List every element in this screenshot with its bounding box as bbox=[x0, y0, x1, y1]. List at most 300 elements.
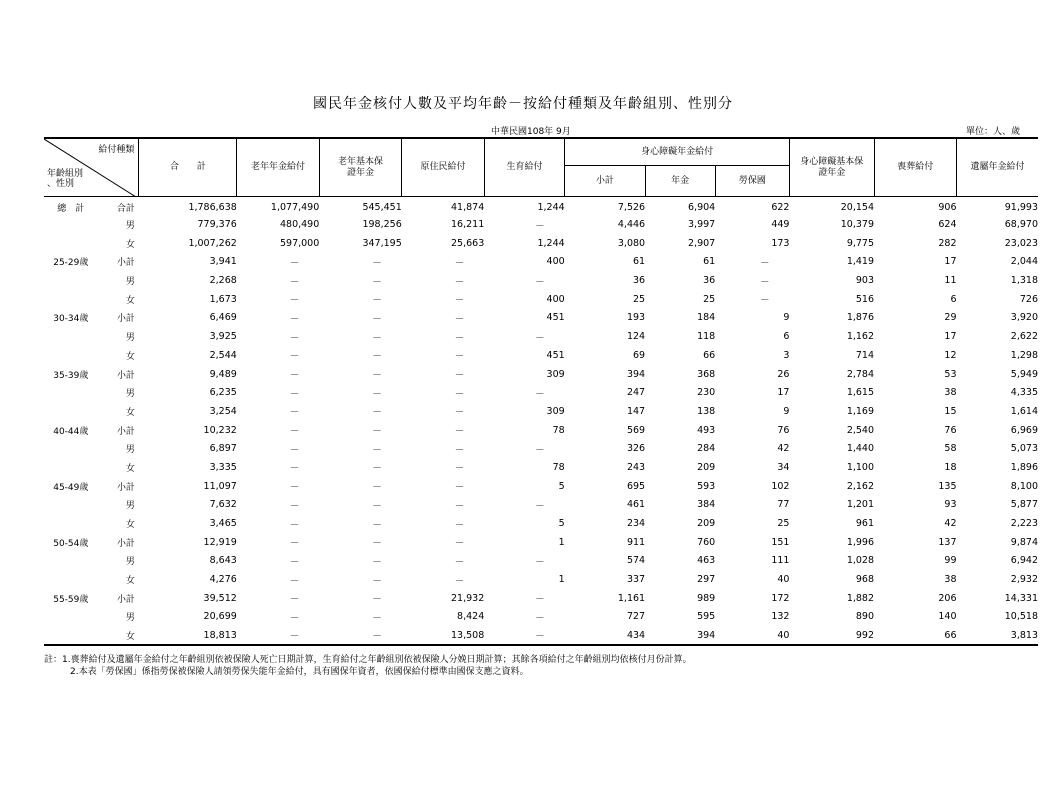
value-cell: － bbox=[454, 351, 465, 363]
value-cell: 118 bbox=[697, 331, 716, 343]
age-group-cell bbox=[44, 626, 98, 645]
value-cell: 1,169 bbox=[846, 405, 875, 417]
value-cell: 297 bbox=[697, 574, 716, 586]
value-cell: 25,663 bbox=[451, 237, 485, 249]
value-cell: － bbox=[372, 500, 382, 512]
value-cell: － bbox=[454, 575, 465, 587]
value-cell: － bbox=[454, 519, 465, 531]
value-cell: 78 bbox=[552, 461, 565, 473]
value-cell: 140 bbox=[938, 611, 957, 623]
value-cell: 3,813 bbox=[957, 626, 1039, 645]
value-cell: 53 bbox=[944, 368, 957, 380]
value-cell: 21,932 bbox=[451, 592, 485, 604]
value-cell: 66 bbox=[874, 626, 956, 645]
table-row bbox=[44, 589, 1038, 608]
value-cell: 400 bbox=[546, 256, 565, 268]
sex-cell: 男 bbox=[125, 557, 135, 568]
value-cell: － bbox=[454, 276, 465, 288]
value-cell: 1,244 bbox=[537, 202, 565, 214]
value-cell: 384 bbox=[697, 499, 716, 511]
value-cell: 1,244 bbox=[537, 237, 565, 249]
value-cell: － bbox=[454, 257, 465, 269]
value-cell: 2,540 bbox=[846, 424, 875, 436]
table-row bbox=[44, 383, 1038, 402]
value-cell: 347,195 bbox=[362, 237, 402, 249]
value-cell: 2,268 bbox=[209, 275, 237, 287]
age-group-cell: 35-39歲 bbox=[53, 370, 89, 381]
value-cell: 99 bbox=[944, 555, 957, 567]
value-cell: 209 bbox=[697, 461, 716, 473]
value-cell: 111 bbox=[771, 555, 790, 567]
value-cell: 6,469 bbox=[209, 312, 237, 324]
value-cell: 93 bbox=[944, 499, 957, 511]
value-cell: － bbox=[289, 612, 300, 624]
value-cell: 1,673 bbox=[209, 293, 237, 305]
unit-label: 單位：人、歲 bbox=[966, 127, 1021, 137]
value-cell: 5 bbox=[558, 480, 565, 492]
value-cell: 569 bbox=[626, 424, 646, 436]
value-cell: 9,874 bbox=[1010, 536, 1038, 548]
sex-cell: 女 bbox=[98, 626, 139, 645]
value-cell: 25 bbox=[703, 293, 716, 305]
header-disability-subtotal: 小計 bbox=[565, 166, 645, 197]
value-cell: 779,376 bbox=[197, 219, 237, 231]
value-cell: 243 bbox=[626, 461, 646, 473]
value-cell: 209 bbox=[697, 518, 716, 530]
value-cell: 695 bbox=[626, 480, 646, 492]
sex-cell: 男 bbox=[125, 389, 135, 400]
value-cell: － bbox=[454, 444, 465, 456]
sex-cell: 男 bbox=[125, 277, 135, 288]
value-cell: － bbox=[289, 575, 300, 587]
value-cell: 1,996 bbox=[846, 536, 875, 548]
value-cell: － bbox=[372, 351, 382, 363]
sex-cell: 男 bbox=[125, 221, 135, 232]
value-cell: － bbox=[289, 313, 300, 325]
table-body bbox=[44, 197, 1038, 646]
value-cell: 2,223 bbox=[1010, 518, 1038, 530]
value-cell: 247 bbox=[626, 387, 646, 399]
age-group-cell bbox=[44, 215, 98, 234]
value-cell: － bbox=[372, 332, 382, 344]
value-cell: 449 bbox=[771, 219, 790, 231]
value-cell: 38 bbox=[944, 387, 957, 399]
value-cell: 3,254 bbox=[209, 405, 237, 417]
value-cell: 2,784 bbox=[846, 368, 875, 380]
sex-cell: 小計 bbox=[116, 482, 135, 493]
footnote-2: 2.本表「勞保國」係指勞保被保險人請領勞保失能年金給付，具有國保年資者，依國保給付標準由國保支應之資料。 bbox=[70, 667, 529, 677]
value-cell: － bbox=[289, 463, 300, 475]
value-cell: 1 bbox=[558, 574, 565, 586]
age-group-cell bbox=[44, 383, 98, 402]
value-cell: 40 bbox=[715, 626, 789, 645]
value-cell: 5,877 bbox=[1010, 499, 1038, 511]
value-cell: － bbox=[372, 612, 382, 624]
value-cell: － bbox=[454, 313, 465, 325]
value-cell: 309 bbox=[546, 405, 565, 417]
table-row bbox=[44, 402, 1038, 421]
value-cell: 545,451 bbox=[362, 202, 402, 214]
age-group-cell: 45-49歲 bbox=[53, 482, 89, 493]
sex-cell: 男 bbox=[125, 613, 135, 624]
value-cell: 11,097 bbox=[203, 480, 237, 492]
value-cell: － bbox=[289, 388, 300, 400]
value-cell: 516 bbox=[855, 293, 875, 305]
value-cell: 61 bbox=[633, 256, 646, 268]
value-cell: 1,077,490 bbox=[270, 202, 320, 214]
value-cell: － bbox=[289, 594, 300, 606]
value-cell: － bbox=[454, 370, 465, 382]
value-cell: － bbox=[535, 556, 545, 568]
value-cell: － bbox=[289, 295, 300, 307]
table-row bbox=[44, 327, 1038, 346]
header-disability-basic: 身心障礙基本保證年金 bbox=[789, 138, 874, 197]
value-cell: 198,256 bbox=[362, 219, 402, 231]
corner-age-sex-label bbox=[47, 169, 83, 189]
value-cell: 1,162 bbox=[846, 331, 875, 343]
value-cell: 282 bbox=[938, 237, 957, 249]
value-cell: 1,615 bbox=[846, 387, 875, 399]
value-cell: 7,632 bbox=[209, 499, 237, 511]
value-cell: 727 bbox=[626, 611, 646, 623]
value-cell: 10,518 bbox=[1004, 611, 1038, 623]
value-cell: － bbox=[454, 332, 465, 344]
value-cell: 138 bbox=[697, 405, 716, 417]
value-cell: 6,942 bbox=[1010, 555, 1038, 567]
value-cell: 20,699 bbox=[203, 611, 237, 623]
header-old-age: 老年年金給付 bbox=[237, 138, 319, 197]
sex-cell: 女 bbox=[125, 295, 135, 306]
value-cell: 480,490 bbox=[279, 219, 320, 231]
value-cell: 5,073 bbox=[1010, 443, 1038, 455]
value-cell: 1,161 bbox=[617, 592, 646, 604]
value-cell: 337 bbox=[626, 574, 646, 586]
value-cell: 66 bbox=[703, 349, 716, 361]
header-survivor: 遺屬年金給付 bbox=[957, 138, 1039, 197]
table-row bbox=[44, 309, 1038, 328]
value-cell: 13,508 bbox=[402, 626, 484, 645]
age-group-cell bbox=[44, 496, 98, 515]
value-cell: 4,446 bbox=[617, 219, 646, 231]
value-cell: 12,919 bbox=[203, 536, 237, 548]
value-cell: 1,419 bbox=[846, 256, 875, 268]
value-cell: 151 bbox=[771, 536, 790, 548]
value-cell: 1,100 bbox=[846, 461, 875, 473]
value-cell: 3,080 bbox=[617, 237, 646, 249]
value-cell: － bbox=[535, 500, 545, 512]
value-cell: 3,925 bbox=[209, 331, 237, 343]
value-cell: － bbox=[289, 500, 300, 512]
corner-sex-label: 、性別 bbox=[47, 179, 75, 189]
value-cell: 184 bbox=[697, 312, 716, 324]
value-cell: 38 bbox=[944, 574, 957, 586]
value-cell: 77 bbox=[777, 499, 790, 511]
header-aboriginal: 原住民給付 bbox=[402, 138, 484, 197]
header-total: 合 計 bbox=[139, 138, 237, 197]
age-group-cell bbox=[44, 327, 98, 346]
value-cell: 368 bbox=[697, 368, 716, 380]
age-group-cell: 55-59歲 bbox=[53, 594, 89, 605]
value-cell: 18,813 bbox=[139, 626, 237, 645]
value-cell: － bbox=[759, 257, 770, 269]
value-cell: 34 bbox=[777, 461, 790, 473]
value-cell: － bbox=[372, 538, 382, 550]
value-cell: － bbox=[289, 556, 300, 568]
statistics-table bbox=[44, 137, 1038, 646]
value-cell: 3,465 bbox=[209, 518, 237, 530]
value-cell: － bbox=[289, 482, 300, 494]
value-cell: － bbox=[372, 388, 382, 400]
table-row bbox=[44, 514, 1038, 533]
table-row bbox=[44, 253, 1038, 272]
value-cell: 9 bbox=[783, 405, 790, 417]
value-cell: － bbox=[289, 370, 300, 382]
table-row bbox=[44, 234, 1038, 253]
value-cell: 76 bbox=[944, 424, 957, 436]
value-cell: 15 bbox=[944, 405, 957, 417]
value-cell: 5,949 bbox=[1010, 368, 1038, 380]
value-cell: 6,235 bbox=[209, 387, 237, 399]
header-disability-labor: 勞保國 bbox=[715, 166, 789, 197]
value-cell: 461 bbox=[626, 499, 646, 511]
value-cell: 326 bbox=[626, 443, 646, 455]
sex-cell: 小計 bbox=[116, 594, 135, 605]
value-cell: 394 bbox=[626, 368, 646, 380]
value-cell: 20,154 bbox=[840, 202, 875, 214]
value-cell: 1,614 bbox=[1010, 405, 1038, 417]
value-cell: 968 bbox=[855, 574, 875, 586]
value-cell: 69 bbox=[633, 349, 646, 361]
value-cell: 3,997 bbox=[688, 219, 716, 231]
age-group-cell bbox=[44, 458, 98, 477]
value-cell: 173 bbox=[771, 237, 790, 249]
value-cell: 124 bbox=[626, 331, 646, 343]
age-group-cell bbox=[44, 402, 98, 421]
value-cell: 6,897 bbox=[209, 443, 237, 455]
value-cell: 172 bbox=[771, 592, 790, 604]
value-cell: 903 bbox=[855, 275, 875, 287]
value-cell: 25 bbox=[633, 293, 646, 305]
value-cell: 230 bbox=[697, 387, 716, 399]
value-cell: 102 bbox=[771, 480, 790, 492]
value-cell: 890 bbox=[855, 611, 875, 623]
value-cell: 451 bbox=[546, 349, 565, 361]
value-cell: 8,643 bbox=[209, 555, 237, 567]
table-row bbox=[44, 421, 1038, 440]
value-cell: 961 bbox=[855, 518, 875, 530]
value-cell: 574 bbox=[626, 555, 646, 567]
age-group-cell: 50-54歲 bbox=[53, 538, 89, 549]
value-cell: － bbox=[372, 575, 382, 587]
age-group-cell bbox=[44, 290, 98, 309]
value-cell: 25 bbox=[777, 518, 790, 530]
sex-cell: 女 bbox=[125, 239, 135, 250]
value-cell: 463 bbox=[697, 555, 716, 567]
value-cell: 911 bbox=[626, 536, 646, 548]
value-cell: 4,276 bbox=[209, 574, 237, 586]
value-cell: 12 bbox=[944, 349, 957, 361]
value-cell: 14,331 bbox=[1004, 592, 1038, 604]
value-cell: 41,874 bbox=[451, 202, 485, 214]
value-cell: 137 bbox=[938, 536, 957, 548]
value-cell: 400 bbox=[546, 293, 565, 305]
value-cell: － bbox=[454, 538, 465, 550]
sex-cell: 女 bbox=[125, 407, 135, 418]
age-group-cell bbox=[44, 514, 98, 533]
value-cell: － bbox=[535, 276, 545, 288]
header-maternity: 生育給付 bbox=[484, 138, 564, 197]
value-cell: 1,201 bbox=[846, 499, 875, 511]
value-cell: 597,000 bbox=[279, 237, 320, 249]
value-cell: 760 bbox=[697, 536, 716, 548]
value-cell: 992 bbox=[789, 626, 874, 645]
value-cell: 2,044 bbox=[1010, 256, 1038, 268]
value-cell: － bbox=[237, 626, 319, 645]
value-cell: 1,786,638 bbox=[188, 202, 237, 214]
value-cell: － bbox=[454, 500, 465, 512]
value-cell: － bbox=[454, 482, 465, 494]
table-row bbox=[44, 552, 1038, 571]
header-disability-annuity: 年金 bbox=[645, 166, 715, 197]
value-cell: 2,622 bbox=[1010, 331, 1038, 343]
value-cell: 2,544 bbox=[209, 349, 237, 361]
age-group-cell bbox=[44, 439, 98, 458]
value-cell: 36 bbox=[633, 275, 646, 287]
sex-cell: 男 bbox=[125, 501, 135, 512]
table-row bbox=[44, 346, 1038, 365]
value-cell: － bbox=[372, 313, 382, 325]
value-cell: 58 bbox=[944, 443, 957, 455]
value-cell: 3,335 bbox=[209, 461, 237, 473]
age-group-cell bbox=[44, 234, 98, 253]
value-cell: － bbox=[535, 220, 545, 232]
period-label: 中華民國108年 9月 bbox=[491, 127, 571, 137]
value-cell: 8,424 bbox=[457, 611, 485, 623]
value-cell: － bbox=[454, 295, 465, 307]
value-cell: － bbox=[759, 295, 770, 307]
value-cell: 78 bbox=[552, 424, 565, 436]
value-cell: 2,162 bbox=[846, 480, 875, 492]
age-group-cell bbox=[44, 608, 98, 627]
value-cell: 6,969 bbox=[1010, 424, 1038, 436]
value-cell: 17 bbox=[944, 256, 957, 268]
age-group-cell: 總 計 bbox=[57, 204, 85, 215]
header-disability-group: 身心障礙年金給付 bbox=[565, 138, 790, 166]
sex-cell: 女 bbox=[125, 463, 135, 474]
value-cell: － bbox=[454, 407, 465, 419]
value-cell: 309 bbox=[546, 368, 565, 380]
corner-benefit-type-label: 給付種類 bbox=[98, 145, 135, 155]
sex-cell: 男 bbox=[125, 445, 135, 456]
value-cell: － bbox=[454, 426, 465, 438]
value-cell: 16,211 bbox=[451, 219, 485, 231]
value-cell: － bbox=[759, 276, 770, 288]
value-cell: 3,920 bbox=[1010, 312, 1038, 324]
value-cell: 76 bbox=[777, 424, 790, 436]
sex-cell: 女 bbox=[125, 576, 135, 587]
value-cell: 3 bbox=[783, 349, 790, 361]
header-funeral: 喪葬給付 bbox=[874, 138, 956, 197]
table-row bbox=[44, 477, 1038, 496]
value-cell: － bbox=[372, 519, 382, 531]
value-cell: 1,896 bbox=[1010, 461, 1038, 473]
value-cell: 193 bbox=[626, 312, 646, 324]
value-cell: 42 bbox=[777, 443, 790, 455]
age-group-cell: 25-29歲 bbox=[53, 258, 89, 269]
corner-age-label: 年齡組別 bbox=[47, 169, 84, 179]
age-group-cell: 30-34歲 bbox=[53, 314, 89, 325]
value-cell: 1,298 bbox=[1010, 349, 1038, 361]
value-cell: 147 bbox=[626, 405, 646, 417]
value-cell: 132 bbox=[771, 611, 790, 623]
value-cell: 726 bbox=[1019, 293, 1038, 305]
value-cell: 1,318 bbox=[1010, 275, 1038, 287]
table-row bbox=[44, 533, 1038, 552]
value-cell: 284 bbox=[697, 443, 716, 455]
value-cell: 11 bbox=[944, 275, 957, 287]
footnote-1: 註：1.喪葬給付及遺屬年金給付之年齡組別依被保險人死亡日期計算，生育給付之年齡組別依被保險人分娩日期計算；其餘各項給付之年齡組別均依核付月份計算。 bbox=[44, 655, 692, 665]
sex-cell: 女 bbox=[125, 351, 135, 362]
value-cell: 906 bbox=[938, 202, 957, 214]
footnotes bbox=[44, 654, 692, 678]
table-row bbox=[44, 290, 1038, 309]
table-row bbox=[44, 365, 1038, 384]
value-cell: － bbox=[535, 612, 545, 624]
value-cell: 714 bbox=[855, 349, 875, 361]
value-cell: － bbox=[319, 626, 401, 645]
value-cell: － bbox=[289, 276, 300, 288]
value-cell: － bbox=[372, 370, 382, 382]
value-cell: － bbox=[535, 332, 545, 344]
table-row bbox=[44, 608, 1038, 627]
value-cell: 595 bbox=[697, 611, 716, 623]
value-cell: 10,232 bbox=[203, 424, 237, 436]
value-cell: 17 bbox=[944, 331, 957, 343]
table-row bbox=[44, 197, 1038, 216]
value-cell: － bbox=[535, 388, 545, 400]
table-row bbox=[44, 626, 1038, 645]
value-cell: 624 bbox=[938, 219, 957, 231]
value-cell: 135 bbox=[938, 480, 957, 492]
sex-cell: 小計 bbox=[116, 370, 135, 381]
value-cell: － bbox=[289, 351, 300, 363]
value-cell: 6,904 bbox=[688, 202, 716, 214]
table-row bbox=[44, 570, 1038, 589]
table-header bbox=[44, 138, 1038, 197]
value-cell: 36 bbox=[703, 275, 716, 287]
sex-cell: 小計 bbox=[116, 314, 135, 325]
table-row bbox=[44, 215, 1038, 234]
value-cell: 68,970 bbox=[1004, 219, 1038, 231]
value-cell: 29 bbox=[944, 312, 957, 324]
table-row bbox=[44, 496, 1038, 515]
value-cell: 8,100 bbox=[1010, 480, 1038, 492]
value-cell: － bbox=[289, 538, 300, 550]
value-cell: 2,907 bbox=[688, 237, 716, 249]
value-cell: － bbox=[372, 594, 382, 606]
table-title: 國民年金核付人數及平均年齡－按給付種類及年齡組別、性別分 bbox=[313, 96, 733, 112]
value-cell: － bbox=[289, 519, 300, 531]
value-cell: 4,335 bbox=[1010, 387, 1038, 399]
header-basic-old-age: 老年基本保證年金 bbox=[319, 138, 401, 197]
value-cell: 18 bbox=[944, 461, 957, 473]
value-cell: － bbox=[289, 257, 300, 269]
value-cell: － bbox=[372, 257, 382, 269]
value-cell: － bbox=[289, 332, 300, 344]
value-cell: － bbox=[454, 388, 465, 400]
value-cell: 40 bbox=[777, 574, 790, 586]
value-cell: 989 bbox=[697, 592, 716, 604]
